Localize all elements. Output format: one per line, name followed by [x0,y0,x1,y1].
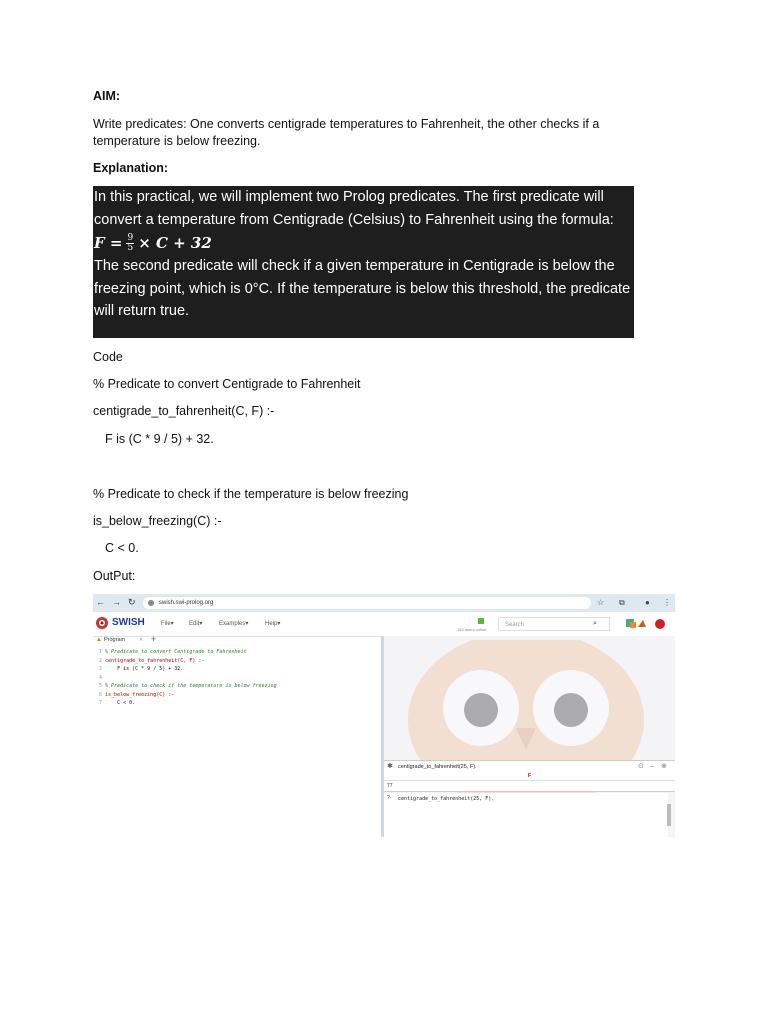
swish-screenshot [93,594,675,837]
formula-numerator: 9 [127,232,134,243]
result-row [384,781,675,792]
tab-program[interactable]: Program [104,637,126,643]
code-editor[interactable]: 1 % Predicate to convert Centigrade to Fahrenheit 2 centigrade_to_fahrenheit(C, F) :- 3 F is (C * 9 / 5) + 32. 4 5 % Predicate to check if the temperature is below freezing 6 is_below_freezing(C) :- 7 C < 0. [93,646,381,837]
code-head-1: centigrade_to_fahrenheit(C, F) :- [93,404,275,418]
explanation-paragraph-2: The second predicate will check if a given temperature in Centigrade is below the freezing point, which is 0°C. If the temperature is below this threshold, the predicate will return true. [94,258,631,319]
close-query-icon[interactable]: ⊗ [661,763,667,770]
editor-line-1: % Predicate to convert Centigrade to Fahrenheit [105,649,247,655]
more-menu-icon[interactable]: ⋮ [663,598,671,607]
aim-heading: AIM: [93,89,121,103]
extensions-icon[interactable]: ⧉ [619,598,625,607]
users-online: 153 users online [457,627,487,632]
menu-help[interactable]: Help▾ [265,621,281,627]
code-comment-2: % Predicate to check if the temperature is below freezing [93,487,409,501]
url-text: swish.swi-prolog.org [159,600,214,606]
minimize-icon[interactable]: – [650,763,654,770]
toolbar-icons[interactable] [626,617,666,631]
formula [94,231,633,255]
formula-fraction [126,234,134,253]
reload-icon[interactable]: ↻ [128,597,136,607]
brand-name[interactable]: SWISH [112,617,145,628]
menu-edit[interactable]: Edit▾ [189,621,203,627]
aim-text-line1: Write predicates: One converts centigrade temperatures to Fahrenheit, the other checks if a [93,117,600,131]
menu-examples[interactable]: Examples▾ [219,621,249,627]
online-users-icon[interactable] [478,618,484,624]
star-icon[interactable]: ☆ [597,598,605,607]
editor-line-5: % Predicate to check if the temperature is below freezing [105,683,277,689]
editor-line-6: is_below_freezing(C) :- [105,691,175,698]
query-title: centigrade_to_fahrenheit(25, F). [398,764,477,770]
search-icon[interactable]: ⌕ [593,620,597,627]
address-bar[interactable] [143,597,591,609]
code-body-1: F is (C * 9 / 5) + 32. [105,432,214,446]
profile-icon[interactable]: ● [645,598,650,607]
query-scrollbar[interactable] [667,804,671,826]
back-icon[interactable]: ← [96,597,105,607]
editor-line-2: centigrade_to_fahrenheit(C, F) :- [105,657,205,664]
editor-line-7: C < 0. [105,700,136,706]
add-tab-icon[interactable]: + [151,634,157,644]
swish-navbar [93,612,675,637]
query-gear-icon[interactable]: ✱ [387,763,393,770]
editor-line-3: F is (C * 9 / 5) + 32. [105,666,184,672]
result-column-header: F [384,772,675,781]
explanation-heading: Explanation: [93,161,169,175]
explanation-paragraph-1: In this practical, we will implement two Prolog predicates. The first predicate will convert a temperature from Centigrade (Celsius) to Fahrenheit using the formula: [94,189,614,228]
warning-icon: ▲ [96,637,102,643]
code-heading: Code [93,350,123,364]
formula-rhs: × C + 32 [138,233,212,252]
query-input[interactable]: centigrade_to_fahrenheit(25, F). [398,796,495,802]
code-head-2: is_below_freezing(C) :- [93,514,222,528]
download-icon[interactable]: ⊙ [638,763,644,770]
code-comment-1: % Predicate to convert Centigrade to Fahrenheit [93,377,361,391]
formula-lhs: F = [94,233,123,252]
menu-file[interactable]: File▾ [161,621,174,627]
swish-logo-icon [95,616,109,630]
output-heading: OutPut: [93,569,136,583]
explanation-box [93,186,634,338]
browser-toolbar [93,594,675,612]
aim-text-line2: temperature is below freezing. [93,134,261,148]
query-input-area[interactable] [384,793,668,837]
forward-icon[interactable]: → [112,597,121,607]
editor-tabs [93,636,383,646]
query-prompt: ?- [387,795,392,801]
code-body-2: C < 0. [105,541,139,555]
formula-denominator: 5 [127,242,134,253]
results-pane [384,636,675,837]
search-input[interactable]: Search [498,617,610,631]
site-info-icon[interactable] [148,600,154,606]
close-tab-icon[interactable]: ✕ [139,637,144,643]
result-value: 77 [387,783,393,789]
